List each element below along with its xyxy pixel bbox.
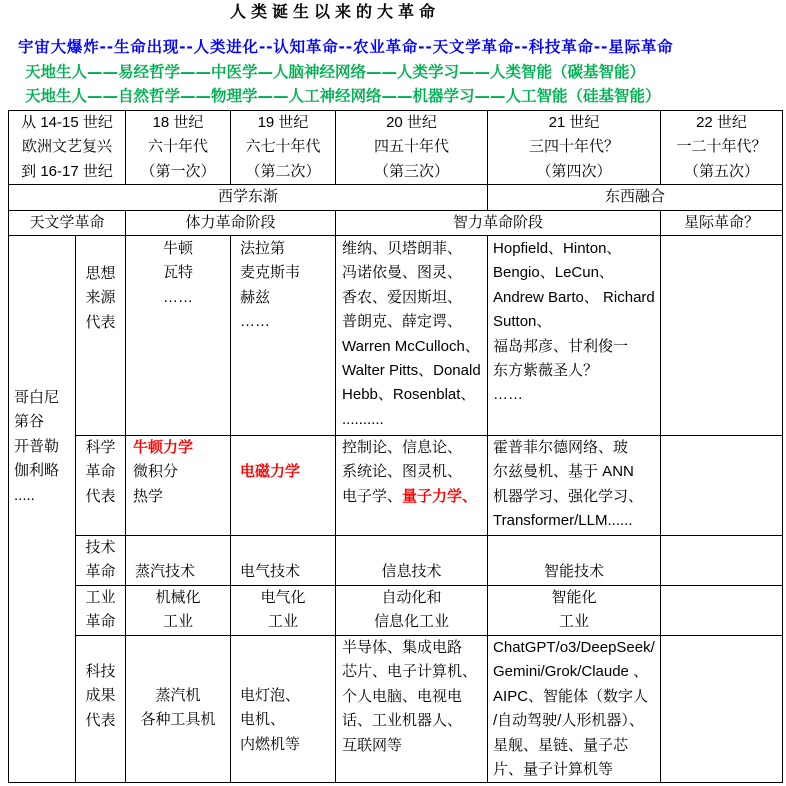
technology-line: 电气技术 [240, 563, 301, 581]
science-line: Transformer/LLM...... [493, 512, 633, 530]
era-line: 三四十年代？ [529, 138, 620, 156]
person-names-line: …… [493, 386, 524, 404]
row-label-line: 来源 [85, 289, 116, 307]
person-names-line: 福岛邦彦、甘利俊一 [493, 337, 629, 355]
era-line: 21 世纪 [548, 114, 600, 131]
technology-line: 信息技术 [381, 563, 442, 581]
person-name: …… [163, 288, 194, 306]
highlighted-term: 牛顿力学 [133, 439, 194, 457]
era-line: 19 世纪 [257, 114, 309, 131]
stage-astronomy: 天文学革命 [9, 210, 126, 235]
person-names-line: 冯诺依曼、图灵、 [342, 264, 463, 282]
era-line: 一二十年代？ [676, 138, 767, 156]
achievement-line: 电灯泡、 [240, 687, 301, 705]
achievements-row [9, 636, 783, 783]
science-line: 微积分 [133, 463, 179, 481]
industry-line: 工业 [163, 613, 194, 631]
industry-line: 信息化工业 [374, 613, 450, 631]
person-names-line: Bengio、LeCun、 [493, 264, 614, 282]
era-22nd-century [661, 111, 783, 185]
technology-20th-century [336, 536, 488, 586]
row-label-thought-sources [76, 236, 126, 436]
era-line: 到 16-17 世纪 [21, 162, 113, 180]
science-line: 霍普菲尔德网络、玻 [493, 439, 629, 457]
person-names-line: 香农、爱因斯坦、 [342, 288, 463, 306]
row-label-line: 成果 [85, 687, 116, 705]
person-names-line: .......... [342, 410, 384, 428]
row-label-line: 革命 [85, 613, 116, 631]
person-name: 麦克斯韦 [240, 264, 301, 282]
astronomer-name: 哥白尼 [14, 389, 60, 407]
revolution-stage-row [9, 210, 783, 235]
achievement-line: 片、量子计算机等 [493, 761, 614, 779]
person-names-line: Walter Pitts、Donald [342, 362, 481, 380]
industry-line: 自动化和 [381, 589, 442, 607]
thought-sources-21st-century [488, 236, 661, 436]
person-name: 赫兹 [240, 288, 271, 306]
era-line: 18 世纪 [152, 114, 204, 131]
row-label-technology-revolution [76, 536, 126, 586]
achievement-line: AIPC、智能体（数字人 [493, 687, 649, 705]
technology-21st-century [488, 536, 661, 586]
era-line: 22 世纪 [696, 114, 747, 131]
industry-18th-century [126, 586, 231, 636]
technology-19th-century [231, 536, 336, 586]
person-name: …… [240, 313, 271, 331]
person-name: 瓦特 [163, 264, 194, 282]
science-line: 机器学习、强化学习、 [493, 487, 644, 505]
row-label-scientific-revolution [76, 436, 126, 536]
person-names-line: Andrew Barto、 Richard [493, 288, 655, 306]
era-18th-century [126, 111, 231, 185]
revolutions-table-body [9, 111, 783, 783]
achievement-line: 星舰、星链、量子芯 [493, 736, 629, 754]
astronomer-name: 开普勒 [14, 437, 60, 455]
technology-18th-century [126, 536, 231, 586]
thought-sources-20th-century [336, 236, 488, 436]
achievement-line: 话、工业机器人、 [342, 712, 463, 730]
row-label-line: 革命 [85, 463, 116, 481]
industry-21st-century [488, 586, 661, 636]
era-line: 六十年代 [148, 138, 209, 156]
sphere-east-west-fusion: 东西融合 [488, 185, 783, 210]
industry-19th-century [231, 586, 336, 636]
person-names-line: Sutton、 [493, 313, 552, 331]
thought-sources-22nd-century [661, 236, 783, 436]
technology-revolution-row [9, 536, 783, 586]
science-21st-century [488, 436, 661, 536]
science-line: 系统论、图灵机、 [342, 463, 463, 481]
achievement-line: 电机、 [240, 711, 286, 729]
astronomer-name: ..... [14, 486, 35, 504]
achievement-line: 蒸汽机 [155, 687, 201, 705]
science-22nd-century [661, 436, 783, 536]
person-name: 牛顿 [163, 240, 194, 258]
era-renaissance [9, 111, 126, 185]
achievement-line: 个人电脑、电视电 [342, 687, 463, 705]
sphere-western-learning-east: 西学东渐 [9, 185, 488, 210]
science-20th-century [336, 436, 488, 536]
carbon-intelligence-path: 天地生人——易经哲学——中医学—人脑神经网络——人类学习——人类智能（碳基智能） [25, 63, 646, 81]
achievement-line: ChatGPT/o3/DeepSeek/ [493, 639, 655, 657]
industrial-revolution-row [9, 586, 783, 636]
thought-sources-row [9, 236, 783, 436]
thought-sources-19th-century [231, 236, 336, 436]
science-line: 控制论、信息论、 [342, 439, 463, 457]
science-19th-century [231, 436, 336, 536]
astronomy-pioneers [9, 236, 76, 783]
person-names-line: Hebb、Rosenblat、 [342, 386, 476, 404]
achievement-line: 内燃机等 [240, 735, 301, 753]
science-line [342, 485, 487, 509]
era-20th-century [336, 111, 488, 185]
row-label-line: 科技 [85, 663, 116, 681]
row-label-line: 代表 [85, 711, 116, 729]
era-line: （第二次） [245, 162, 321, 180]
achievements-20th-century [336, 636, 488, 783]
row-label-line: 工业 [85, 589, 116, 607]
achievement-line: 芯片、电子计算机、 [342, 663, 478, 681]
silicon-intelligence-path: 天地生人——自然哲学——物理学——人工神经网络——机器学习——人工智能（硅基智能） [25, 87, 661, 105]
cultural-sphere-row [9, 185, 783, 210]
row-label-line: 思想 [85, 265, 116, 283]
achievement-line: 各种工具机 [140, 711, 216, 729]
era-line: （第四次） [536, 162, 612, 180]
highlighted-term: 电磁力学 [240, 463, 301, 481]
technology-line: 蒸汽技术 [135, 563, 196, 581]
row-label-line: 革命 [85, 563, 116, 581]
science-line: 尔兹曼机、基于 ANN [493, 463, 634, 481]
person-names-line: 东方紫薇圣人？ [493, 362, 599, 380]
thought-sources-18th-century [126, 236, 231, 436]
person-name: 法拉第 [240, 240, 286, 258]
row-label-industrial-revolution [76, 586, 126, 636]
industry-line: 工业 [559, 613, 590, 631]
achievements-22nd-century [661, 636, 783, 783]
science-18th-century [126, 436, 231, 536]
era-19th-century [231, 111, 336, 185]
achievements-18th-century [126, 636, 231, 783]
page-title: 人类诞生以来的大革命 [230, 2, 441, 21]
achievement-line: 半导体、集成电路 [342, 639, 463, 657]
row-label-line: 代表 [85, 313, 116, 331]
cosmic-history-timeline: 宇宙大爆炸--生命出现--人类进化--认知革命--农业革命--天文学革命--科技革命--星际革命 [18, 38, 674, 56]
science-line [133, 436, 230, 460]
stage-intellectual-power: 智力革命阶段 [336, 210, 661, 235]
era-line: （第一次） [140, 162, 216, 180]
revolutions-table [8, 110, 783, 783]
industry-22nd-century [661, 586, 783, 636]
row-label-line: 代表 [85, 487, 116, 505]
era-line: 20 世纪 [386, 114, 437, 131]
achievements-21st-century [488, 636, 661, 783]
person-names-line: 普朗克、薛定谔、 [342, 313, 463, 331]
industry-line: 智能化 [551, 589, 597, 607]
era-line: 四五十年代 [374, 138, 450, 156]
person-names-line: 维纳、贝塔朗菲、 [342, 240, 463, 258]
industry-line: 电气化 [260, 589, 306, 607]
era-21st-century [488, 111, 661, 185]
era-header-row [9, 111, 783, 185]
era-line: 从 14-15 世纪 [21, 114, 113, 131]
technology-22nd-century [661, 536, 783, 586]
astronomer-name: 第谷 [14, 413, 45, 431]
era-line: （第五次） [684, 162, 760, 180]
stage-physical-power: 体力革命阶段 [126, 210, 336, 235]
science-line [240, 460, 335, 484]
person-names-line: Hopfield、Hinton、 [493, 240, 622, 258]
industry-line: 机械化 [155, 589, 201, 607]
technology-line: 智能技术 [544, 563, 605, 581]
row-label-line: 技术 [85, 539, 116, 557]
achievement-line: /自动驾驶/人形机器）、 [493, 712, 644, 730]
row-label-achievements [76, 636, 126, 783]
scientific-revolution-row [9, 436, 783, 536]
industry-line: 工业 [268, 613, 299, 631]
science-line: 热学 [133, 487, 164, 505]
astronomer-name: 伽利略 [14, 462, 60, 480]
achievements-19th-century [231, 636, 336, 783]
highlighted-term: 量子力学、 [402, 487, 478, 505]
stage-interstellar: 星际革命？ [661, 210, 783, 235]
achievement-line: 互联网等 [342, 736, 403, 754]
line-text: 电子学、 [342, 487, 403, 505]
industry-20th-century [336, 586, 488, 636]
person-names-line: Warren McCulloch、 [342, 337, 480, 355]
era-line: 欧洲文艺复兴 [22, 138, 113, 156]
achievement-line: Gemini/Grok/Claude 、 [493, 663, 649, 681]
era-line: 六七十年代 [245, 138, 321, 156]
era-line: （第三次） [374, 162, 450, 180]
row-label-line: 科学 [85, 439, 116, 457]
